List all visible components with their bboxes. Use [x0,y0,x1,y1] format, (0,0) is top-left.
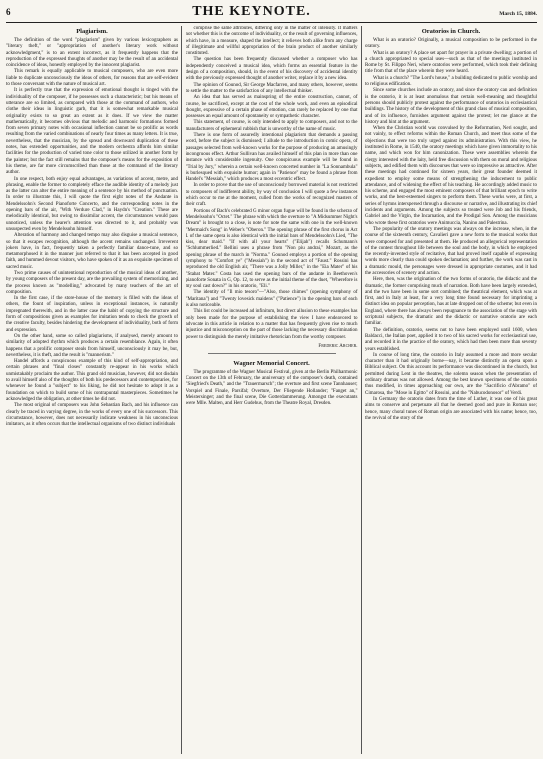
paragraph: There is one form of assuredly intentional plagiarism that demands a passing word, before the subject is dismissed; I allude to the introduction in comic opera, of passages selected from well-known works for the purpose of producing an amusingly incongruous effect. Arthur Sullivan has availed himself of this plan in more than one instance with considerable ingenuity. One conspicuous example will be found in "Trial by Jury," wherein a certain well-known concerted number in "La Sonnambula" is burlesqued with exquisite humor; again in "Patience" may be found a phrase from Handel's "Messiah," which produces a most eccentric effect. [185,133,358,183]
article-body-plagiarism [6,38,178,428]
running-head [6,4,537,20]
paragraph: What is a church? "The Lord's house," a building dedicated to public worship and to religious edification. [365,75,537,88]
columns [6,26,537,754]
paragraph: This list could be increased ad infinitum, but direct allusion to these examples has only been made for the purpose of establishing the view I have endeavored to advocate in this article in relation to a matter that has frequently given rise to much injustice and misconception on the part of those lacking the necessary discrimination power to distinguish the merely imitative rhetorician from the worthy composer. [185,309,358,340]
column-2 [186,26,358,754]
paragraph: Handel affords a conspicuous example of this kind of self-appropriation, and certain phrases and "final closes" constantly re-appear in his works which unmistakably proclaim the author. This grand old musician, however, did not disdain to avail himself also of the thoughts of both his predecessors and contemporaries, for whenever he found a "subject" to his liking, he did not hesitate to adopt it as a foundation on which to build some of his contrapuntal masterpieces. Sometimes he acknowledged the obligation, at other times he did not. [6,359,178,402]
page-number: 6 [6,7,11,17]
column-divider [361,26,362,754]
paragraph: An idea that has served as mainspring of the entire construction, cannot, of course, be sacrificed, except at the cost of the whole work, and even an episodical thought, expressive of a certain phase of emotion, can rarely be replaced by one that possesses an equal amount of spontaneity or sympathetic character. [185,95,358,120]
paragraph: In Germany the oratorio dates from the time of Luther, it was one of his great aims to conserve and perpetuate all that he deemed good and pure in Roman use; hence, many choral tunes of Roman origin are associated with his name; hence, too, the revival of the story of the [365,396,537,421]
paragraph: Two prime causes of unintentional reproduction of the musical ideas of another, by young composers of the present day, are the prevailing system of memorizing, and the process known as "modelling," advocated by many teachers of the art of composition. [6,270,178,295]
column-3 [365,26,537,754]
article-title-plagiarism: Plagiarism. [76,28,108,35]
section-divider [208,353,336,354]
paragraph: In order to prove that the use of unconsciously borrowed material is not restricted to composers of indifferent ability, by way of conclusion I will quote a few instances which occur to me at the moment, culled from the works of recognized masters of their craft. [185,183,358,208]
paragraph: The definition, oratorio, seems not to have been employed until 1600, when Baldacci, the Italian poet, applied it to two of his sacred works for ecclesiastical use, and recorded it in the practice of the oratory, which had then been more than seventy years established. [365,327,537,352]
paragraph: What is an oratorio? Originally, a musical composition to be performed in the oratory. [365,38,537,50]
paragraph: In the first case, if the store-house of the memory is filled with the ideas of others, the fount of inspiration, unless in exceptional instances, is naturally impregnated therewith, and in the latter case the habit of copying the structure and form of compositions given as examples for imitation tends to check the growth of the creative faculty, besides hindering the development of individuality, both of form and expression. [6,296,178,333]
paragraph: The opinion of Gounod, Sir George Macfarren, and many others, however, seems to settle the matter to the satisfaction of any intellectual thinker. [185,82,358,94]
author-signature: Frederic Archer. [318,343,358,349]
paragraph: The programme of the Wagner Musical Festival, given at the Berlin Philharmonic Concert on the 13th of February, the anniversary of the composer's death, contained "Siegfried's Death," and the "Trauermarsch"; the overture and first scene Tannhauser; Vorspiel and Finale, Parsifal; Overture, Der Fliegende Hollander; "Fanget an," Meistersinger; and the final scene, Die Gotterdammerung. Amongst the executants were Mlle. Malten, and Herr Gudehus, from the Theatre Royal, Dresden. [185,369,358,407]
issue-date: March 15, 1884. [499,11,537,17]
paragraph: Portions of Bach's celebrated G minor organ fugue will be found in the scherzo of Mendelssohn's "Octet." The phrase with which the overture to "A Midsummer Night's Dream" is brought to a close, is note for note the same with one in the well-known "Mermaid's Song" in Weber's "Oberon." The opening phrase of the first chorus in Act I. of the same opera is also identical with the initial bars of Mendelssohn's Lied, "The kiss, dear maid." "If with all your hearts" ("Elijah") recalls Schumann's "Schlummerlied." Bellini uses a phrase from "Non piu andrai," Mozart, as the opening phrase of the march in "Norma." Gounod employs a portion of the opening symphony to "Comfort ye" ("Messiah") in the second act of "Faust." Rossini has reproduced the old English air, "There was a Jolly Miller," in the "Eia Mater" of his "Stabat Mater." Costa has used the opening bars of the andante in Beethoven's pianoforte Sonata in G, Op. 12, to serve as the initial theme of the duet, "Wherefore is my soul cast down?" in his oratorio, "Eli." [185,208,358,290]
paragraph: This remark is equally applicable to musical composers, who are even more liable to duplicate unconsciously the ideas of others, for reasons that are self-evident to those conversant with the nature of musical art. [6,69,178,88]
masthead-title: THE KEYNOTE. [192,4,311,19]
paragraph: The definition of the word "plagiarism" given by various lexicographers as "literary theft," or "appropriation of another's literary work without acknowledgment," is to an extent incorrect, as it frequently happens that the reproduction of the expressed thoughts of another may be the result of an accidental coincidence of ideas, honestly employed by the innocent plagiarist. [6,38,178,69]
header-rule [6,22,537,23]
paragraph: The popularity of the oratory meetings was always on the increase, when, in the course of the sixteenth century, Cavalieri gave a new form to the musical works that were composed for and presented at them. He produced an allegorical representation of the contest throughout life between the soul and the body, in which he employed the recently-invented style of recitative, that had proved itself capable of expressing words more clearly than could spoken declamation; and further, the work was cast in a dramatic mould, the personages were dressed in appropriate costumes, and it had the accessories of scenery and action. [365,226,537,276]
article-title-wagner: Wagner Memorial Concert. [233,359,310,367]
paragraph: It is perfectly true that the expression of emotional thought is tinged with the individuality of the composer, if he possesses such a characteristic; but his means of utterance are so limited, as compared with those at the command of authors, who clothe their ideas in linguistic garb, that it is somewhat remarkable musical originality exists to so great an extent as it does. If we view the matter mathematically, it becomes obvious that melodic and harmonic formations formed from seven primary notes with occasional inflection cannot be so prolific as words resulting from the varied combinations of nearly four times as many letters. It is true, nevertheless, that the musician, by the spread and downward duplication of these notes, has extended opportunities, and the modern orchestra affords him similar facilities for the production of varied tone color to those utilized in another form by the painter; but the fact still remains that the composer's means for the exposition of his theme, are far more circumscribed than those at the command of the literary author. [6,88,178,176]
paragraph: When the Christian world was convulsed by the Reformation, Neri sought, and not vainly, to effect reforms within the Roman Church, and meet thus some of the objections that were too truly urged against its administration. With this view, he instituted in Rome, in 1540, the oratory meetings which have given immortality to his name, and which won for him canonization. These were assemblies wherein the clergy interested with the laity, held free discussion with them on moral and religious subjects, and edified them with discourses that were so impressive as attractive. After these meetings had continued for sixteen years, their great founder deemed it expedient to employ some means of strengthening the inducement to public attendance, and of widening the effect of his teaching. He accordingly added music to his scheme, and engaged the most eminent composers of that brilliant epoch to write works, and the best-esteemed singers to perform them. These works were, at first, a series of hymns interspersed through a discourse or narrative, and illustrating its chief incidents and arguments. Among the subjects so treated were Job and his friends, Gabriel and the Virgin, the Incarnation, and the Prodigal Son. Among the musicians who wrote these first oratorios were Animuccia, Nanino and Palestrina. [365,126,537,226]
paragraph: comprise the same attributes, differing only in the matter of intensity. It matters not whether this is the outcome of individuality, or the result of governing influences, which have, in a measure, shaped the intellect; it relieves both alike from any charge of illegitimate and willful appropriation of the brain product of another similarly constituted. [185,26,358,57]
paragraph: The question has been frequently discussed whether a composer who has independently conceived a musical idea, which forms an essential feature in the design of a composition, should, in the event of his discovery of accidental identity with the previously expressed thought of another writer, replace it by a new idea. [185,57,358,82]
article-body-plagiarism-continued [186,26,358,341]
paragraph: Since some churches include an oratory, and since the oratory can and definition is the oratorio, it is at least anomalous that certain well-meaning and thoughtful persons should publicly protest against the performance of oratorios in ecclesiastical buildings. The history of the development of this grand class of musical composition, and of its influence, furnishes argument against the protest; let me glance at the history and hint at the argument. [365,88,537,125]
column-divider [181,26,182,754]
article-title-oratorios: Oratorios in Church. [421,28,481,35]
paragraph: In course of long time, the oratorio in Italy assumed a more and more secular character than it had originally borne—nay, it became distinctly an opera upon a Biblical subject. On this account its performance was discontinued in the church, but permitted during Lent in the theatres, the solemn season when the presentation of ordinary dramas was not allowed. Among the best known specimens of the oratorio thus modified, in times approaching our own, are the "Sacrificio d'Abramo" of Cimarosa, the "Mose in Egitto" of Rossini, and the "Nabucodonosor" of Verdi. [365,352,537,396]
paragraph: Here, then, was the origination of the two forms of oratorio, the didactic and the dramatic, the former comprising much of narration. Both have been largely extended, and the two have been in some sort combined; the theatrical element, which was at first, and in Italy at least, for a very long time found necessary for imprinting a distinct idea on popular perception, has at late dropped out of the scheme; but even in England, where there has always been repugnance to the association of the stage with scriptural subjects, the dramatic and the didactic or narrative oratorio are each familiar. [365,277,537,327]
paragraph: Alteration of harmony and changed tempo may also disguise a musical sentence, so that it escapes recognition, although the accent remains unchanged. Irreverent jokers have, in fact, frequently taken a perfectly familiar dance-tune, and so metamorphosed it in the manner just referred to that it has been accepted in good faith, and hummed devout visitors, who have spoken of it as an exquisite specimen of sacred music. [6,233,178,270]
paragraph: The most original of composers was John Sebastian Bach, and his influence can clearly be traced in varying degree, in the works of every one of his successors. This circumstance, however, does not necessarily indicate weakness in his unconscious imitators, as it often occurs that the intellectual organisms of two distinct individuals [6,403,178,428]
paragraph: What is an oratory? A place set apart for prayer in a private dwelling; a portion of a church appropriated to special uses—such as that of the meetings instituted in Rome by St. Filippo Neri, where oratorios were performed, which took their defining title from that of the place wherein they were heard. [365,50,537,75]
article-body-oratorios [365,38,537,422]
column-1 [6,26,178,754]
paragraph: This statement, of course, is only intended to apply to composers, and not to the manufacturers of ephemeral rubbish that is unworthy of the name of music. [185,120,358,132]
article-body-wagner [186,370,358,408]
paragraph: In one respect, both enjoy equal advantages, as variations of accent, metre, and phrasing, enable the former to completely efface the audible identity of a melody just as the latter can alter the entire meaning of a sentence by his method of punctuation. In order to illustrate this, I will quote the first eight notes of the Andante in Mendelssohn's Second Pianoforte Concerto, and the corresponding notes in the opening bars of the air, "With Verdure Clad," in Haydn's "Creation." These are melodically identical, but owing to dissimilar accent, the circumstances would pass unnoticed, unless the hearer's attention was directed to it, and probably was unsuspected even by Mendelssohn himself. [6,176,178,232]
paragraph: On the other hand, some so called plagiarisms, if analysed, merely amount to similarity of adopted rhythm which produces a certain resemblance. Again, it often happens that a prolific composer steals from himself, unconsciously it may be, but, nevertheless, it is theft, and the result is "mannerism." [6,333,178,358]
paragraph: The identity of "Il mio tesoro"—"Also, those chimes" (opening symphony of "Maritana") and "Twenty lovesick maidens" ("Patience") in the opening bars of each is also noticeable. [185,290,358,309]
